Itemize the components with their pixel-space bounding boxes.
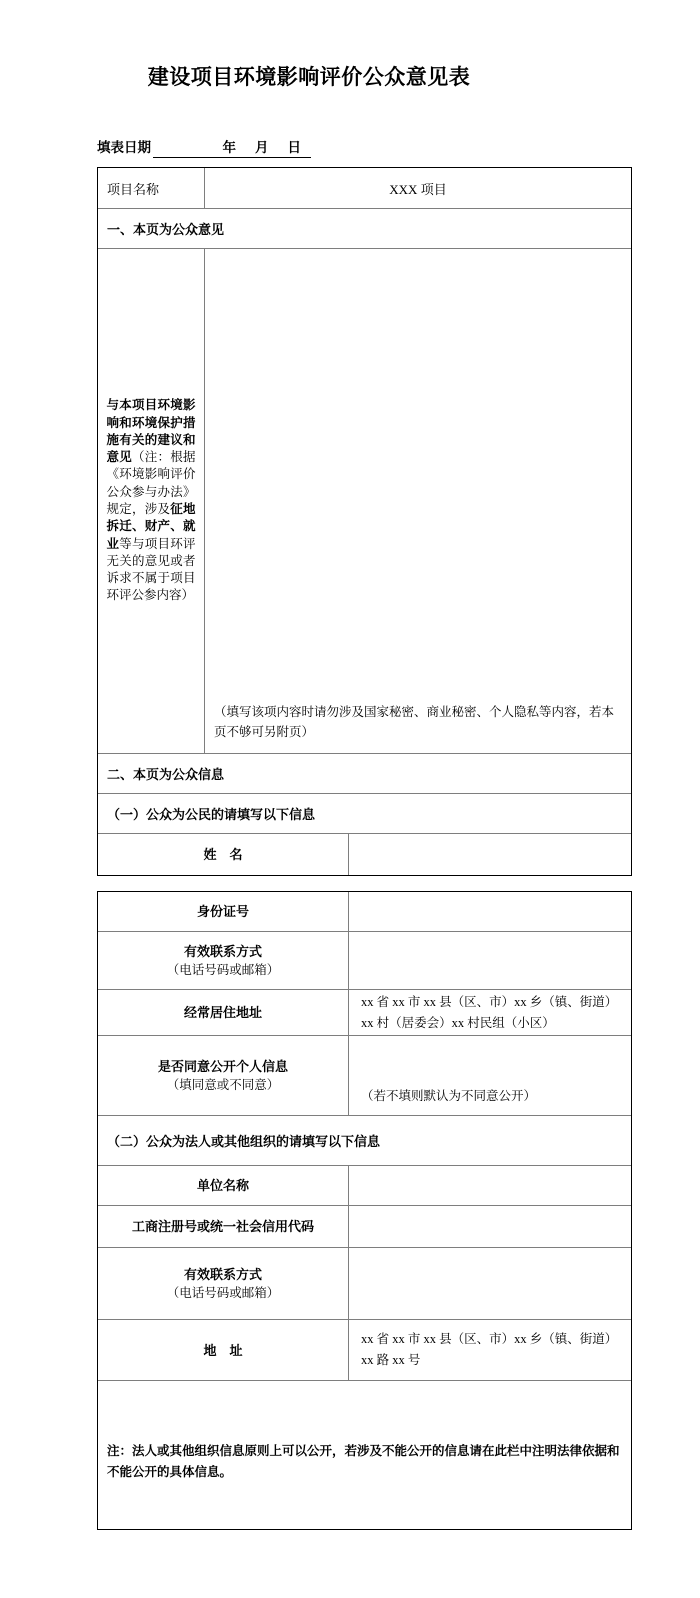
org-name-row: [98, 1166, 631, 1206]
project-name-label: 项目名称: [98, 168, 205, 208]
consent-note: （若不填则默认为不同意公开）: [361, 1089, 537, 1103]
month-label: 月: [255, 140, 269, 155]
residence-row: [98, 990, 631, 1036]
name-label: 姓 名: [98, 834, 349, 875]
residence-hint: xx 省 xx 市 xx 县（区、市）xx 乡（镇、街道）xx 村（居委会）xx 村民组（小区）: [361, 994, 612, 1030]
opinion-label-cell: [98, 249, 205, 753]
form-title: 建设项目环境影响评价公众意见表: [147, 66, 471, 89]
org-name-input-cell[interactable]: [349, 1166, 631, 1205]
registration-row: [98, 1206, 631, 1248]
consent-input-cell[interactable]: [349, 1036, 631, 1115]
fill-date-blank[interactable]: [153, 137, 311, 158]
opinion-label-emphasis-2: 征地拆迁、财产、就业: [106, 502, 196, 551]
name-input-cell[interactable]: [349, 834, 631, 875]
residence-label: 经常居住地址: [98, 990, 349, 1035]
contact-input-cell[interactable]: [349, 932, 631, 989]
opinion-note: （填写该项内容时请勿涉及国家秘密、商业秘密、个人隐私等内容，若本页不够可另附页）: [214, 705, 615, 739]
year-label: 年: [222, 140, 236, 155]
org-address-hint: xx 省 xx 市 xx 县（区、市）xx 乡（镇、街道）xx 路 xx 号: [361, 1332, 612, 1367]
legal-note-cell[interactable]: [98, 1381, 631, 1529]
org-contact-row: [98, 1248, 631, 1320]
org-contact-label-cell: [98, 1248, 349, 1319]
section-1-header: 一、本页为公众意见: [98, 209, 631, 249]
org-section-header: （二）公众为法人或其他组织的请填写以下信息: [98, 1116, 631, 1166]
residence-input-cell[interactable]: [349, 990, 631, 1035]
project-name-row: [98, 168, 631, 209]
id-number-label: 身份证号: [98, 892, 349, 931]
opinion-input-cell[interactable]: [205, 249, 631, 753]
citizen-section-header: （一）公众为公民的请填写以下信息: [98, 794, 631, 834]
contact-sublabel: （电话号码或邮箱）: [166, 962, 280, 977]
legal-note: 注：法人或其他组织信息原则上可以公开，若涉及不能公开的信息请在此栏中注明法律依据和不能公开的具体信息。: [107, 1444, 620, 1479]
fill-date-row: [97, 136, 311, 158]
org-address-label: 地 址: [98, 1320, 349, 1380]
contact-label: 有效联系方式: [183, 943, 262, 959]
consent-row: [98, 1036, 631, 1116]
consent-sublabel: （填同意或不同意）: [166, 1077, 280, 1092]
info-table: [97, 891, 632, 1530]
contact-label-cell: [98, 932, 349, 989]
contact-row: [98, 932, 631, 990]
org-address-input-cell[interactable]: [349, 1320, 631, 1380]
opinion-table: [97, 167, 632, 876]
opinion-label: 与本项目环境影响和环境保护措施有关的建议和意见（注：根据《环境影响评价公众参与办法》规定，涉及征地拆迁、财产、就业等与项目环评无关的意见或者诉求不属于项目环评公参内容）: [106, 398, 196, 603]
section-2-header: 二、本页为公众信息: [98, 754, 631, 794]
registration-label: 工商注册号或统一社会信用代码: [98, 1206, 349, 1247]
org-contact-input-cell[interactable]: [349, 1248, 631, 1319]
registration-input-cell[interactable]: [349, 1206, 631, 1247]
id-number-input-cell[interactable]: [349, 892, 631, 931]
project-name-value: XXX 项目: [389, 181, 447, 197]
name-row: [98, 834, 631, 875]
consent-label: 是否同意公开个人信息: [157, 1058, 288, 1074]
org-contact-label: 有效联系方式: [183, 1266, 262, 1282]
day-label: 日: [287, 140, 301, 155]
fill-date-label: 填表日期: [97, 140, 151, 155]
consent-label-cell: [98, 1036, 349, 1115]
opinion-row: [98, 249, 631, 754]
org-name-label: 单位名称: [98, 1166, 349, 1205]
opinion-label-emphasis: 与本项目环境影响和环境保护措施有关的建议和意见: [106, 398, 196, 465]
org-contact-sublabel: （电话号码或邮箱）: [166, 1285, 280, 1300]
org-address-row: [98, 1320, 631, 1381]
id-number-row: [98, 892, 631, 932]
